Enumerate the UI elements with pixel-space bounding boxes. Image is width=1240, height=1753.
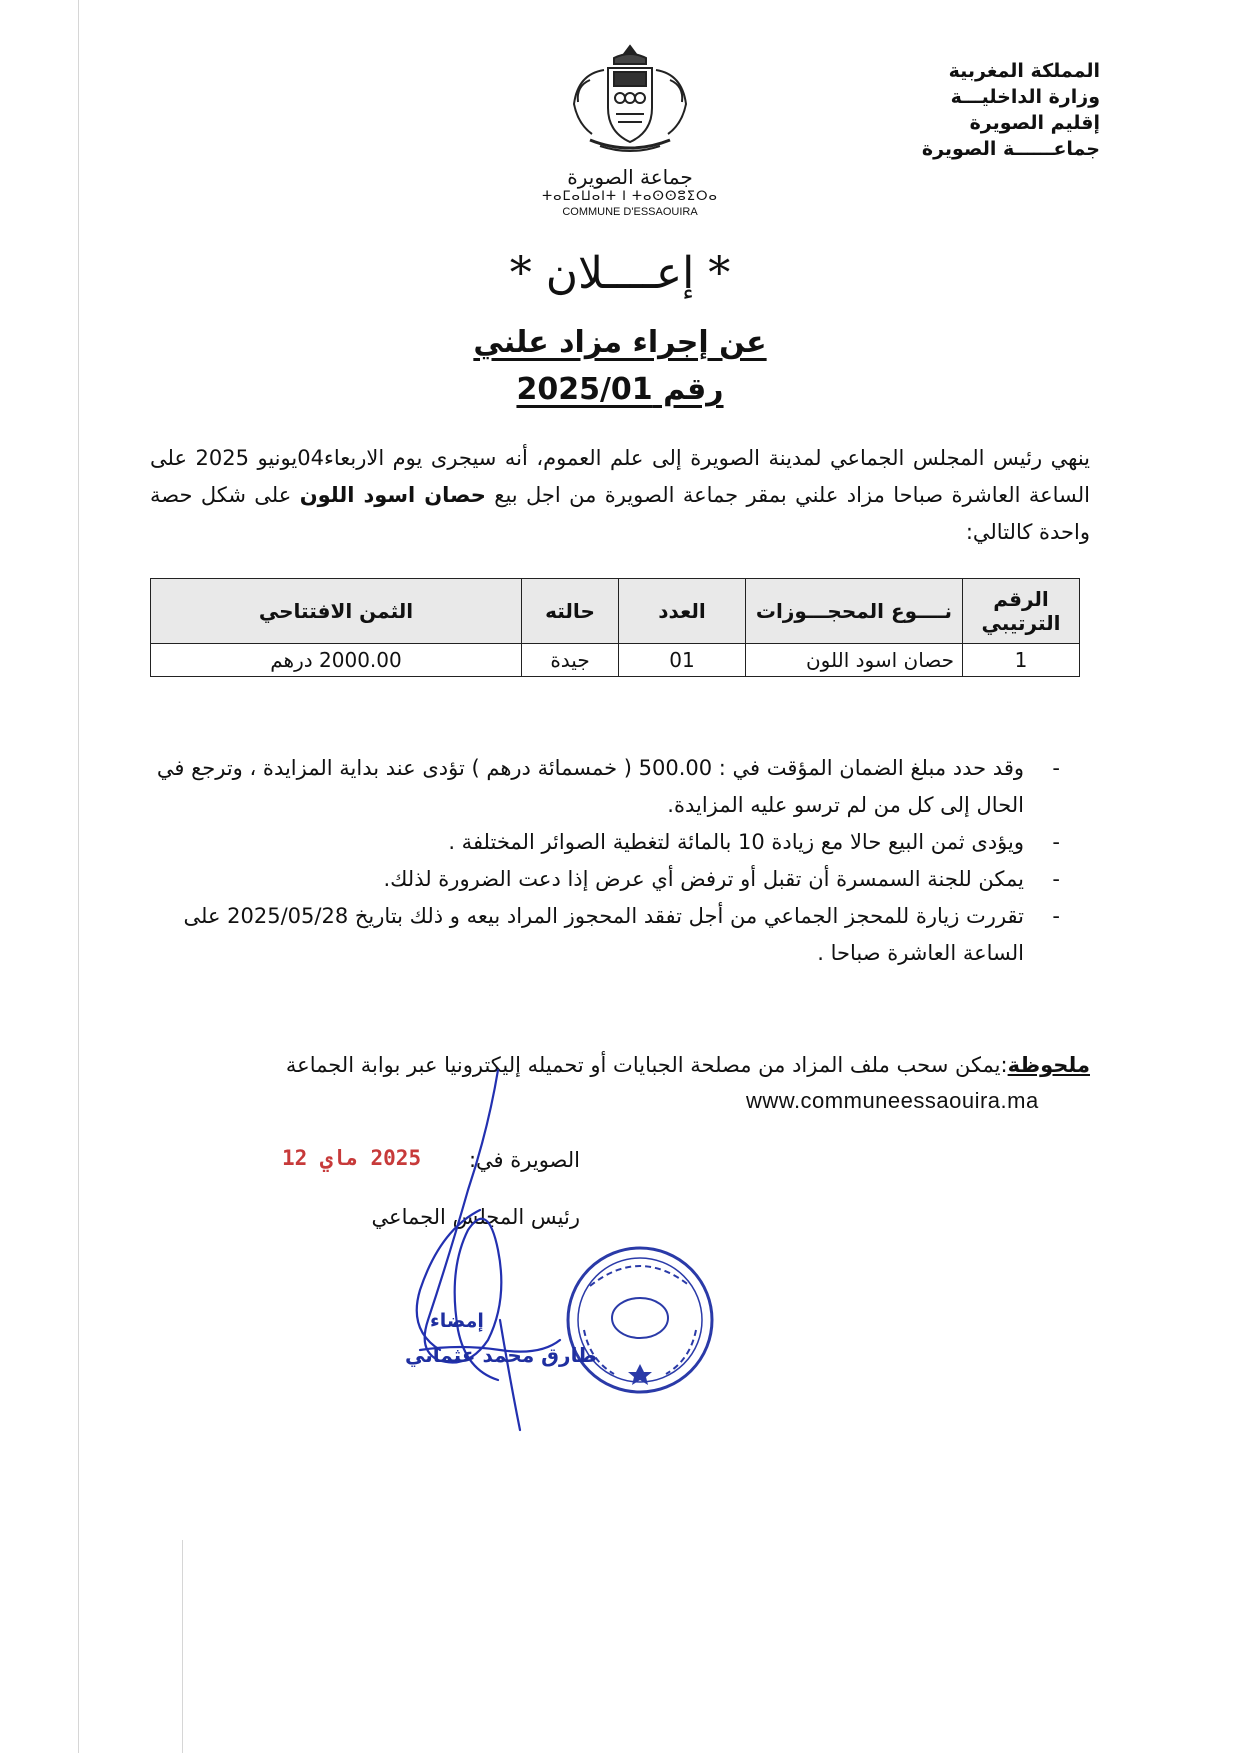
scan-edge-line xyxy=(182,1540,183,1753)
header-line-province: إقليم الصويرة xyxy=(969,112,1100,134)
clause-text: وقد حدد مبلغ الضمان المؤقت في : 500.00 ( خمسمائة درهم ) تؤدى عند بداية المزايدة ، وترجع في الحال إلى كل من لم ترسو عليه المزايدة. xyxy=(156,756,1024,817)
table-cell: 2000.00 درهم xyxy=(151,644,522,677)
clause-text: يمكن للجنة السمسرة أن تقبل أو ترفض أي عرض إذا دعت الضرورة لذلك. xyxy=(383,867,1024,891)
intro-paragraph xyxy=(150,440,1090,551)
list-item xyxy=(150,824,1060,861)
column-header: نــــوع المحجـــوزات xyxy=(746,579,963,644)
coat-of-arms-icon xyxy=(560,40,700,160)
column-header: العدد xyxy=(619,579,746,644)
issuer-header xyxy=(860,58,1100,162)
table-cell: جيدة xyxy=(522,644,619,677)
handwritten-signature xyxy=(380,1060,610,1440)
president-title: رئيس المجلس الجماعي xyxy=(371,1205,580,1229)
table-header-row xyxy=(151,579,1080,644)
intro-text: ينهي رئيس المجلس الجماعي لمدينة الصويرة إلى علم العموم، أنه سيجرى يوم الاربعاء04يونيو 2025 على الساعة العاشرة صباحا مزاد علني بمقر جماعة الصويرة من اجل بيع xyxy=(150,446,1091,507)
list-item xyxy=(150,750,1060,824)
auction-items-table xyxy=(150,578,1080,677)
header-line-commune: جماعــــــة الصويرة xyxy=(921,138,1100,160)
auction-subtitle: عن إجراء مزاد علني xyxy=(473,325,767,360)
auction-number: رقم 2025/01 xyxy=(516,372,724,407)
table-cell: حصان اسود اللون xyxy=(746,644,963,677)
column-header: الثمن الافتتاحي xyxy=(151,579,522,644)
intro-item-name: حصان اسود اللون xyxy=(299,483,486,507)
emblem-caption xyxy=(540,165,720,219)
table-row xyxy=(151,644,1080,677)
list-item xyxy=(150,861,1060,898)
bullet: - xyxy=(1052,830,1060,854)
place-date-label: الصويرة في: xyxy=(468,1148,580,1172)
intro-text-tail: على شكل حصة واحدة كالتالي: xyxy=(150,483,1090,544)
announcement-title: * إعــــلان * xyxy=(509,248,731,299)
website-link[interactable]: www.communeessaouira.ma xyxy=(746,1088,1039,1113)
note-paragraph xyxy=(150,1046,1090,1084)
note-text: :يمكن سحب ملف المزاد من مصلحة الجبايات أو تحميله إليكترونيا عبر بوابة الجماعة xyxy=(285,1053,1008,1077)
signer-name: طارق محمد عثماني xyxy=(405,1343,597,1367)
clause-text: ويؤدى ثمن البيع حالا مع زيادة 10 بالمائة لتغطية الصوائر المختلفة . xyxy=(448,830,1024,854)
note-label: ملحوظة xyxy=(1007,1053,1090,1077)
bullet: - xyxy=(1052,867,1060,891)
bullet: - xyxy=(1052,904,1060,928)
header-line-kingdom: المملكة المغربية xyxy=(948,60,1100,82)
table-cell: 01 xyxy=(619,644,746,677)
header-line-ministry: وزارة الداخليـــة xyxy=(950,86,1100,108)
emblem-caption-tifinagh: ⵜⴰⵎⴰⵡⴰⵏⵜ ⵏ ⵜⴰⵙⵙⵓⵉⵔⴰ xyxy=(542,189,718,204)
list-item xyxy=(150,898,1060,972)
column-header: الرقم الترتيبي xyxy=(963,579,1080,644)
conditions-list xyxy=(150,750,1060,972)
date-stamp: 2025 ماي 12 xyxy=(282,1146,422,1170)
emblem-caption-arabic: جماعة الصويرة xyxy=(567,165,693,189)
signed-label: إمضاء xyxy=(430,1310,484,1332)
bullet: - xyxy=(1052,756,1060,780)
clause-text: تقررت زيارة للمحجز الجماعي من أجل تفقد المحجوز المراد بيعه و ذلك بتاريخ 2025/05/28 على الساعة العاشرة صباحا . xyxy=(183,904,1024,965)
column-header: حالته xyxy=(522,579,619,644)
table-cell: 1 xyxy=(963,644,1080,677)
emblem-caption-french: COMMUNE D'ESSAOUIRA xyxy=(562,206,698,218)
